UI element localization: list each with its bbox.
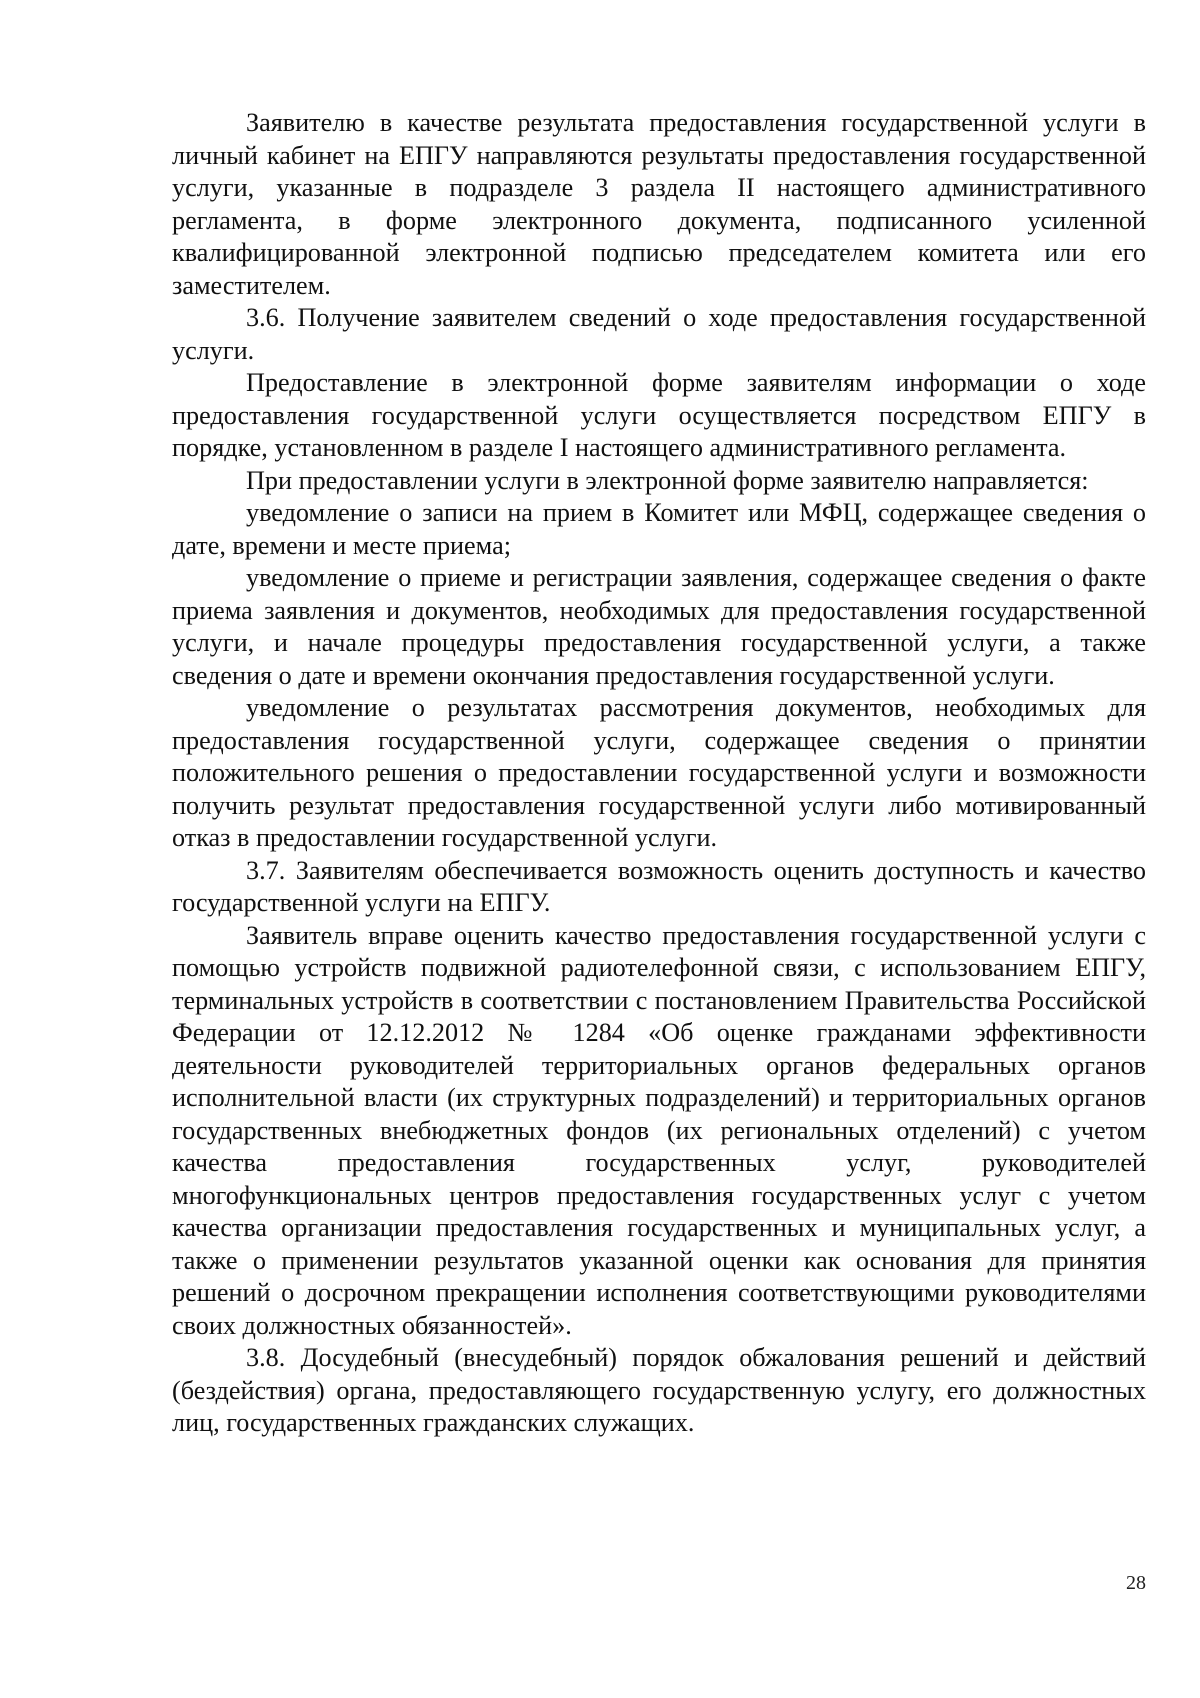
paragraph-section-3-6: 3.6. Получение заявителем сведений о ходе предоставления государственной услуги. <box>172 303 1146 365</box>
paragraph-progress-info: Предоставление в электронной форме заявителям информации о ходе предоставления государственной услуги осуществляется посредством ЕПГУ в порядке, установленном в разделе I настоящего административного регламента. <box>172 368 1146 462</box>
paragraph-results-notice: уведомление о результатах рассмотрения документов, необходимых для предоставления государственной услуги, содержащее сведения о принятии положительного решения о предоставлении государственной услуги и возможности получить результат предоставления государственной услуги либо мотивированный отказ в предоставлении государственной услуги. <box>172 693 1146 852</box>
paragraph-quality-evaluation: Заявитель вправе оценить качество предоставления государственной услуги с помощью устройств подвижной радиотелефонной связи, с использованием ЕПГУ, терминальных устройств в соответствии с постановлением Правительства Российской Федерации от 12.12.2012 № 1284 «Об оценке гражданами эффективности деятельности руководителей территориальных органов федеральных органов исполнительной власти (их структурных подразделений) и территориальных органов государственных внебюджетных фондов (их региональных отделений) с учетом качества предоставления государственных услуг, руководителей многофункциональных центров предоставления государственных услуг с учетом качества организации предоставления государственных и муниципальных услуг, а также о применении результатов указанной оценки как основания для принятия решений о досрочном прекращении исполнения соответствующими руководителями своих должностных обязанностей». <box>172 920 1146 1340</box>
paragraph-result-delivery: Заявителю в качестве результата предоставления государственной услуги в личный кабинет на ЕПГУ направляются результаты предоставления государственной услуги, указанные в подразделе 3 раздела II настоящего административного регламента, в форме электронного документа, подписанного усиленной квалифицированной электронной подписью председателем комитета или его заместителем. <box>172 108 1146 300</box>
paragraph-registration-notice: уведомление о приеме и регистрации заявления, содержащее сведения о факте приема заявления и документов, необходимых для предоставления государственной услуги, и начале процедуры предоставления государственной услуги, а также сведения о дате и времени окончания предоставления государственной услуги. <box>172 563 1146 690</box>
paragraph-section-3-8: 3.8. Досудебный (внесудебный) порядок обжалования решений и действий (бездействия) органа, предоставляющего государственную услугу, его должностных лиц, государственных гражданских служащих. <box>172 1343 1146 1437</box>
paragraph-notifications-intro: При предоставлении услуги в электронной форме заявителю направляется: <box>246 465 1089 495</box>
paragraph-section-3-7: 3.7. Заявителям обеспечивается возможность оценить доступность и качество государственной услуги на ЕПГУ. <box>172 855 1146 917</box>
paragraph-appointment-notice: уведомление о записи на прием в Комитет или МФЦ, содержащее сведения о дате, времени и месте приема; <box>172 498 1146 560</box>
page-number: 28 <box>1126 1572 1146 1594</box>
document-body <box>172 107 1146 1440</box>
